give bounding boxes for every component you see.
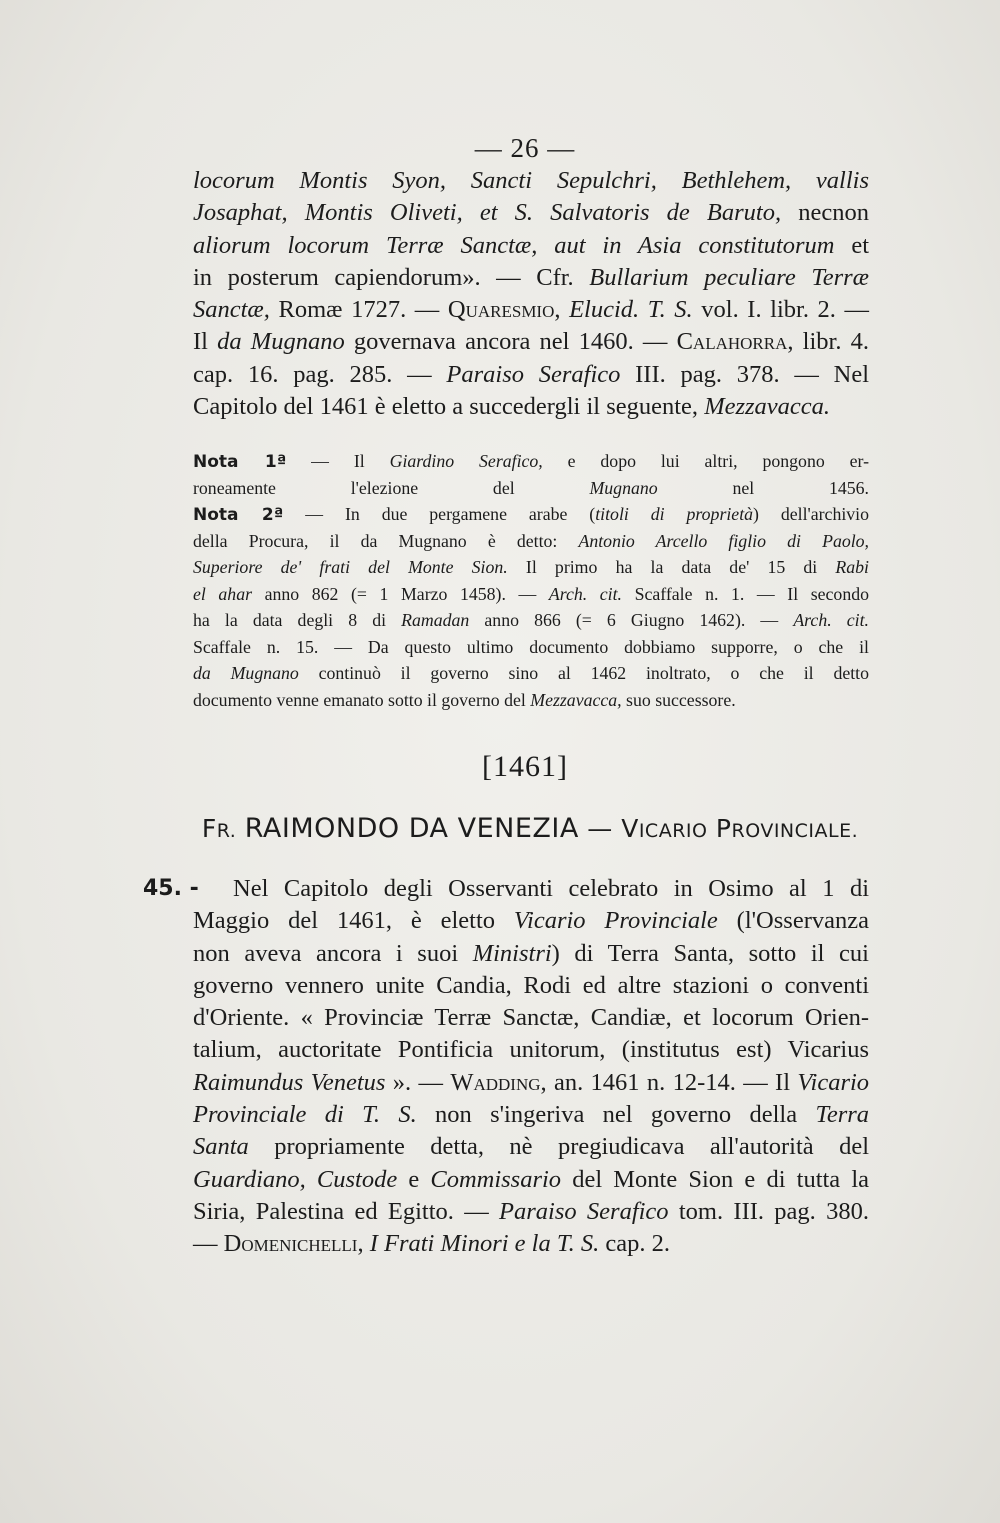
text-line: Superiore de' frati del Monte Sion. Il primo ha la data de' 15 di Rabi <box>193 557 869 577</box>
text-line: della Procura, il da Mugnano è detto: Antonio Arcello figlio di Paolo, <box>193 530 869 551</box>
text-line: aliorum locorum Terræ Sanctæ, aut in Asia constitutorum et <box>193 231 869 259</box>
text-line: roneamente l'elezione del Mugnano nel 1456. <box>193 477 869 498</box>
text-line: Josaphat, Montis Oliveti, et S. Salvatoris de Baruto, necnon <box>193 199 870 227</box>
year-heading: [1461] <box>482 750 568 783</box>
text-line: ha la data degli 8 di Ramadan anno 866 (= 6 Giugno 1462). — Arch. cit. <box>193 610 869 630</box>
text-line: d'Oriente. « Provinciæ Terræ Sanctæ, Candiæ, et locorum Orien- <box>193 1004 869 1032</box>
text-line: Provinciale di T. S. non s'ingeriva nel governo della Terra <box>193 1101 870 1129</box>
text-line: Maggio del 1461, è eletto Vicario Provinciale (l'Osservanza <box>193 907 869 935</box>
text-line: cap. 16. pag. 285. — Paraiso Serafico III. pag. 378. — Nel <box>193 360 869 388</box>
text-line: in posterum capiendorum». — Cfr. Bullarium peculiare Terræ <box>193 263 869 291</box>
text-line: locorum Montis Syon, Sancti Sepulchri, Bethlehem, vallis <box>193 167 869 194</box>
entry-paragraph <box>193 873 869 1261</box>
text-line: Santa propriamente detta, nè pregiudicava all'autorità del <box>193 1133 869 1161</box>
text-line: Capitolo del 1461 è eletto a succedergli il seguente, Mezzavacca. <box>193 393 831 421</box>
text-line: Scaffale n. 15. — Da questo ultimo documento dobbiamo supporre, o che il <box>193 636 869 657</box>
page-number: — 26 — <box>474 133 576 163</box>
text-line: el ahar anno 862 (= 1 Marzo 1458). — Arch. cit. Scaffale n. 1. — Il secondo <box>193 583 869 604</box>
text-line: Nota 1ª — Il Giardino Serafico, e dopo lui altri, pongono er- <box>193 451 869 472</box>
text-line: Raimundus Venetus ». — Wadding, an. 1461 n. 12-14. — Il Vicario <box>193 1068 870 1096</box>
text-line: Il da Mugnano governava ancora nel 1460. — Calahorra, libr. 4. <box>193 328 869 356</box>
text-line: governo vennero unite Candia, Rodi ed altre stazioni o conventi <box>193 971 869 999</box>
text-line: da Mugnano continuò il governo sino al 1462 inoltrato, o che il detto <box>193 663 870 683</box>
text-line: Siria, Palestina ed Egitto. — Paraiso Serafico tom. III. pag. 380. <box>193 1197 869 1225</box>
section-title: FR. RAIMONDO DA VENEZIA — VICARIO PROVINCIALE. <box>201 813 859 844</box>
footnotes <box>193 448 869 713</box>
text-line: documento venne emanato sotto il governo del Mezzavacca, suo successore. <box>193 689 736 710</box>
entry-number: 45. - <box>143 876 199 901</box>
text-line: non aveva ancora i suoi Ministri) di Terra Santa, sotto il cui <box>193 939 869 967</box>
text-line: Nel Capitolo degli Osservanti celebrato in Osimo al 1 di <box>233 875 869 902</box>
text-line: Sanctæ, Romæ 1727. — Quaresmio, Elucid. T. S. vol. I. libr. 2. — <box>193 296 870 324</box>
paragraph-continuation <box>193 165 869 423</box>
text-line: — Domenichelli, I Frati Minori e la T. S. cap. 2. <box>193 1230 671 1258</box>
text-line: talium, auctoritate Pontificia unitorum, (institutus est) Vicarius <box>193 1036 869 1064</box>
text-line: Nota 2ª — In due pergamene arabe (titoli di proprietà) dell'archivio <box>193 504 870 525</box>
text-line: Guardiano, Custode e Commissario del Monte Sion e di tutta la <box>193 1165 870 1193</box>
